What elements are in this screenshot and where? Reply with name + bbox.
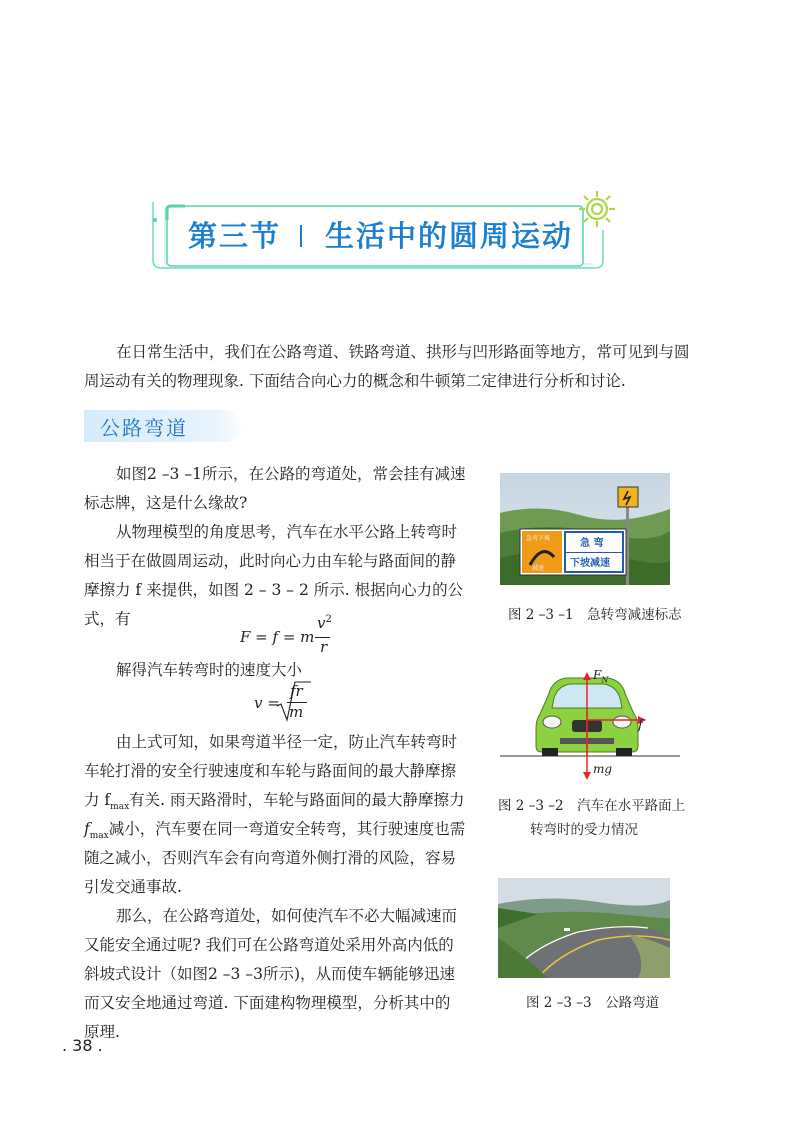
body-line: 由上式可知，如果弯道半径一定，防止汽车转弯时 (116, 733, 458, 751)
intro-line-2: 周运动有关的物理现象. 下面结合向心力的概念和牛顿第二定律进行分析和讨论. (84, 372, 626, 390)
body-line: 如图2 –3 –1所示，在公路的弯道处，常会挂有减速 (116, 465, 466, 483)
figure-car-force-diagram (500, 662, 680, 782)
formula-denominator: m (289, 703, 304, 721)
body-line: 原理. (84, 1023, 120, 1041)
body-line: 而又安全地通过弯道. 下面建构物理模型，分析其中的 (84, 994, 451, 1012)
figure-road-curve-photo (498, 878, 670, 978)
body-line: 摩擦力 f 来提供，如图 2 – 3 – 2 所示. 根据向心力的公 (84, 581, 464, 599)
body-line: 引发交通事故. (84, 878, 182, 896)
figure-road-sign-photo (500, 473, 670, 585)
body-line: 力 $f_{max}$有关. 雨天路滑时，车轮与路面间的最大静摩擦力 (84, 791, 465, 813)
body-line: 解得汽车转弯时的速度大小 (116, 661, 303, 679)
page-number: . 38 . (62, 1036, 103, 1055)
formula-denominator: r (320, 638, 328, 656)
intro-line-1: 在日常生活中，我们在公路弯道、铁路弯道、拱形与凹形路面等地方，常可见到与圆 (116, 343, 690, 361)
body-line: 相当于在做圆周运动，此时向心力由车轮与路面间的静 (84, 552, 457, 570)
body-line: 那么，在公路弯道处，如何使汽车不必大幅减速而 (116, 907, 458, 925)
sign-main-text-2: 下坡减速 (570, 558, 610, 569)
sign-small-text: 急弯下坡 (526, 535, 551, 542)
section-number: 第三节 (188, 219, 282, 253)
formula-lhs: v = (254, 694, 280, 712)
figure-caption: 图 2 –3 –2 汽车在水平路面上 (498, 798, 686, 814)
sign-small-text-2: 减速 (532, 565, 545, 572)
body-line: $f_{max}$减小，汽车要在同一弯道安全转弯，其行驶速度也需 (84, 820, 466, 842)
formula-numerator: $v^2$ (317, 614, 332, 632)
formula-lhs: F = f = m (240, 628, 315, 646)
body-line: 式，有 (84, 610, 131, 628)
subsection-title: 公路弯道 (100, 416, 188, 440)
figure-caption: 图 2 –3 –1 急转弯减速标志 (508, 607, 682, 623)
title-divider (300, 225, 302, 247)
sign-main-text-1: 急 弯 (580, 538, 604, 549)
body-line: 从物理模型的角度思考，汽车在水平公路上转弯时 (116, 523, 458, 541)
label-friction: f (638, 718, 643, 733)
body-line: 又能安全通过呢? 我们可在公路弯道处采用外高内低的 (84, 936, 454, 954)
page-title: 生活中的圆周运动 (325, 219, 574, 253)
body-line: 随之减小，否则汽车会有向弯道外侧打滑的风险，容易 (84, 849, 457, 867)
label-gravity: mg (593, 762, 613, 776)
gear-icon (574, 186, 620, 232)
body-line: 标志牌，这是什么缘故? (84, 494, 248, 512)
body-line: 车轮打滑的安全行驶速度和车轮与路面间的最大静摩擦 (84, 762, 457, 780)
figure-caption-line-2: 转弯时的受力情况 (530, 822, 638, 838)
label-normal-force: $F_N$ (593, 668, 609, 685)
figure-caption: 图 2 –3 –3 公路弯道 (526, 995, 660, 1011)
formula-numerator: fr (290, 682, 303, 700)
body-line: 斜坡式设计（如图2 –3 –3所示)，从而使车辆能够迅速 (84, 965, 455, 983)
